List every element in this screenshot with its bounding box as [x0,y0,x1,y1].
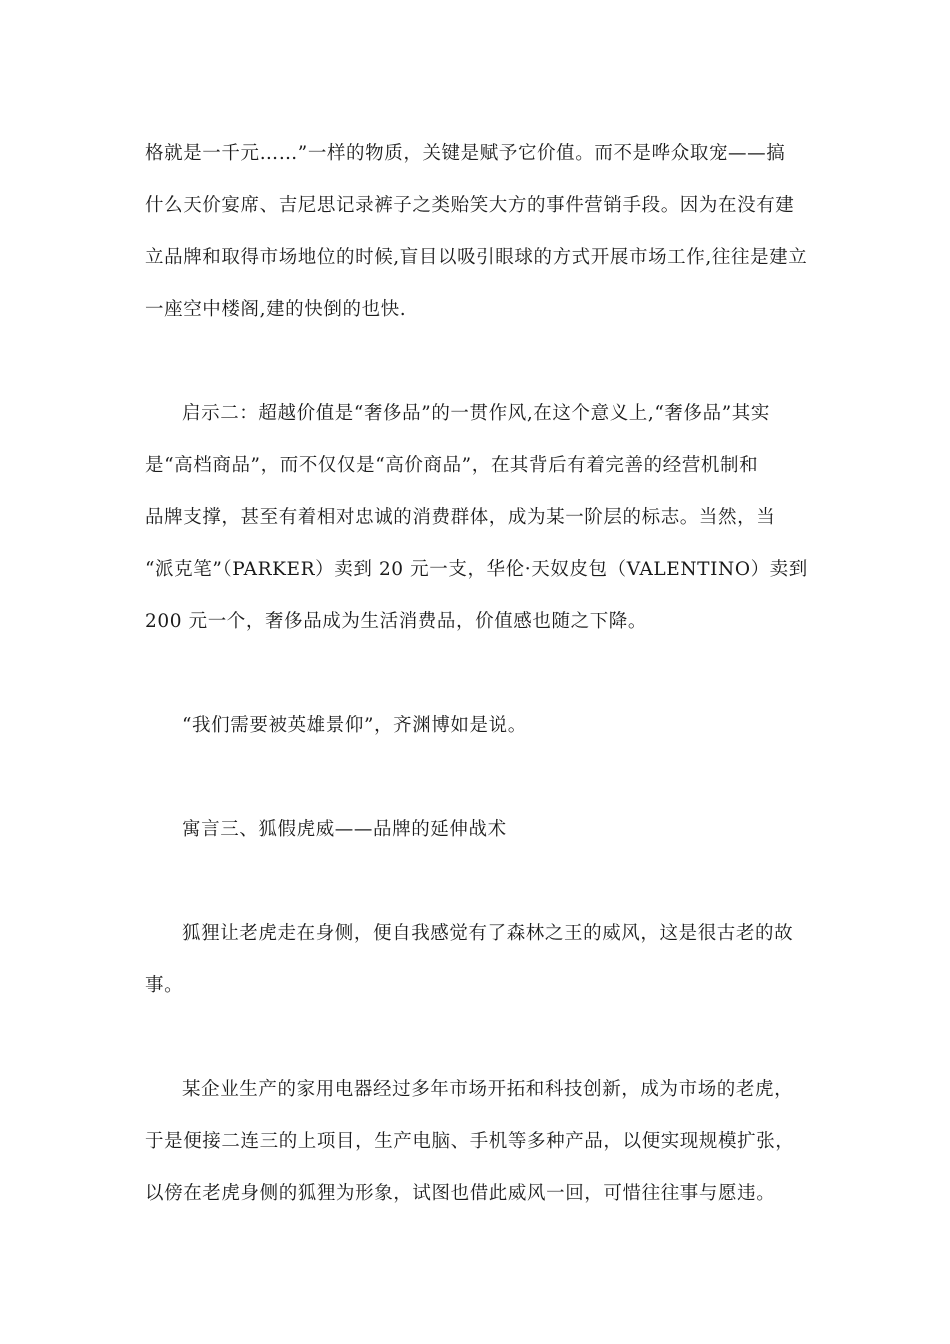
text-line: 格就是一千元……”一样的物质，关键是赋予它价值。而不是哗众取宠——搞 [145,143,786,164]
text-line: 是“高档商品”，而不仅仅是“高价商品”，在其背后有着完善的经营机制和 [145,455,759,476]
text-line: “我们需要被英雄景仰”，齐渊博如是说。 [182,715,527,736]
text-line: 什么天价宴席、吉尼思记录裤子之类贻笑大方的事件营销手段。因为在没有建 [145,195,795,216]
text-line: 寓言三、狐假虎威——品牌的延伸战术 [182,819,507,840]
document-body [145,128,808,1220]
section-heading [145,804,805,856]
paragraph-enterprise-example [145,1064,805,1220]
paragraph-continuation [145,128,808,336]
paragraph-insight-two [145,388,808,648]
paragraph-spacer [145,752,805,804]
paragraph-spacer [145,856,805,908]
text-line: 立品牌和取得市场地位的时候,盲目以吸引眼球的方式开展市场工作,往往是建立 [145,247,808,268]
text-line: 以傍在老虎身侧的狐狸为形象，试图也借此威风一回，可惜往往事与愿违。 [145,1183,776,1204]
text-line: 事。 [145,975,184,996]
text-line: 品牌支撑，甚至有着相对忠诚的消费群体，成为某一阶层的标志。当然，当 [145,507,776,528]
text-line: 狐狸让老虎走在身侧，便自我感觉有了森林之王的威风，这是很古老的故 [182,923,794,944]
text-line: “派克笔”（PARKER）卖到 20 元一支，华伦·天奴皮包（VALENTINO）卖到 [145,559,808,580]
paragraph-quote [145,700,805,752]
text-line: 启示二：超越价值是“奢侈品”的一贯作风,在这个意义上,“奢侈品”其实 [182,403,770,424]
paragraph-spacer [145,336,805,388]
paragraph-fable [145,908,805,1012]
text-line: 一座空中楼阁,建的快倒的也快. [145,299,407,320]
text-line: 200 元一个，奢侈品成为生活消费品，价值感也随之下降。 [145,611,647,632]
paragraph-spacer [145,648,805,700]
paragraph-spacer [145,1012,805,1064]
text-line: 某企业生产的家用电器经过多年市场开拓和科技创新，成为市场的老虎， [182,1079,794,1100]
text-line: 于是便接二连三的上项目，生产电脑、手机等多种产品，以便实现规模扩张， [145,1131,795,1152]
